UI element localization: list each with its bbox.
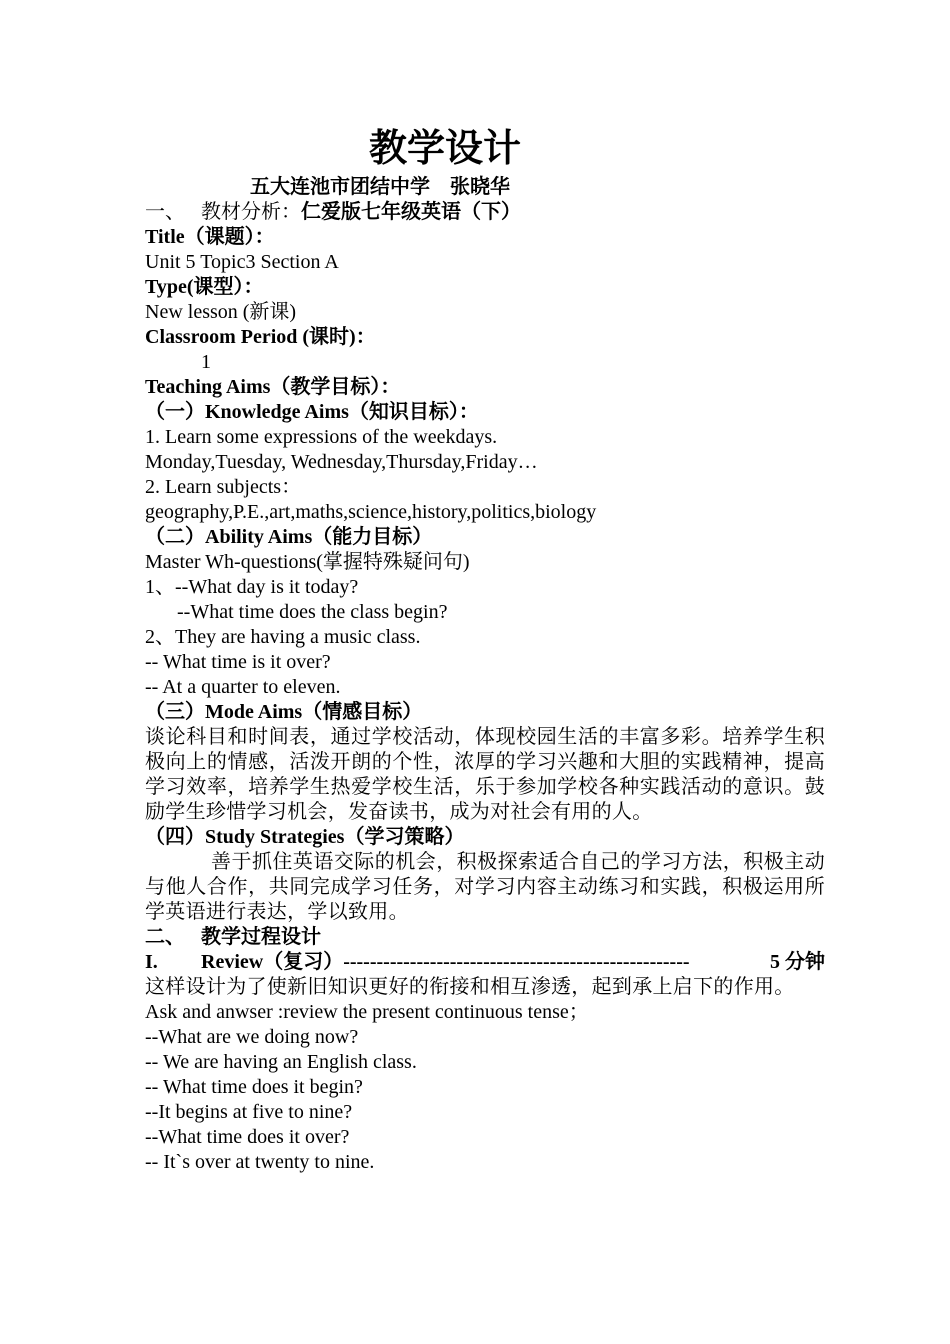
ability-line-3: --What time does the class begin? <box>177 601 448 623</box>
section1-textbook: 仁爱版七年级英语（下） <box>301 201 521 223</box>
ability-line-2: 1、--What day is it today? <box>145 576 359 598</box>
review-line-2: --What are we doing now? <box>145 1026 359 1048</box>
review-number: I. <box>145 951 158 973</box>
section2-label: 教学过程设计 <box>201 926 321 948</box>
title-label: Title（课题）： <box>145 226 275 248</box>
mode-aims-paragraph: 谈论科目和时间表，通过学校活动，体现校园生活的丰富多彩。培养学生积极向上的情感，活泼开朗的个性，浓厚的学习兴趣和大胆的实践精神，提高学习效率，培养学生热爱学校生活，乐于参加学校各种实践活动的意识。鼓励学生珍惜学习机会，发奋读书，成为对社会有用的人。 <box>145 726 825 823</box>
author-line: 五大连池市团结中学 张晓华 <box>250 176 510 198</box>
period-label: Classroom Period (课时)： <box>145 326 376 348</box>
review-label: Review（复习） <box>201 951 344 973</box>
knowledge-line-2: Monday,Tuesday, Wednesday,Thursday,Friday… <box>145 451 538 473</box>
title-value: Unit 5 Topic3 Section A <box>145 251 339 273</box>
section1-number: 一、 <box>145 201 185 223</box>
section1-label: 教材分析： <box>201 201 301 223</box>
review-dashes: ---------------------------------------------------- <box>343 951 690 973</box>
section2-number: 二、 <box>145 926 185 948</box>
type-label: Type(课型）： <box>145 276 264 298</box>
knowledge-line-4: geography,P.E.,art,maths,science,history,politics,biology <box>145 501 597 523</box>
review-line-5: --It begins at five to nine? <box>145 1101 353 1123</box>
review-line-4: -- What time does it begin? <box>145 1076 363 1098</box>
ability-line-1: Master Wh-questions(掌握特殊疑问句) <box>145 551 470 573</box>
document-title: 教学设计 <box>368 128 521 170</box>
type-value: New lesson (新课) <box>145 301 297 323</box>
ability-line-5: -- What time is it over? <box>145 651 331 673</box>
teaching-aims-label: Teaching Aims（教学目标）： <box>145 376 401 398</box>
review-line-7: -- It`s over at twenty to nine. <box>145 1151 375 1173</box>
ability-aims-heading: （二）Ability Aims（能力目标） <box>145 526 433 548</box>
knowledge-line-3: 2. Learn subjects： <box>145 476 302 498</box>
section2-heading <box>145 925 825 950</box>
knowledge-line-1: 1. Learn some expressions of the weekdays. <box>145 426 498 448</box>
document-page <box>145 123 825 1175</box>
section1-heading <box>145 200 825 225</box>
period-value: 1 <box>201 351 211 373</box>
review-line-6: --What time does it over? <box>145 1126 350 1148</box>
study-strategies-heading: （四）Study Strategies（学习策略） <box>145 826 465 848</box>
review-line-3: -- We are having an English class. <box>145 1051 417 1073</box>
review-time: 5 分钟 <box>770 951 825 973</box>
review-heading <box>145 950 825 975</box>
review-paragraph: 这样设计为了使新旧知识更好的衔接和相互渗透，起到承上启下的作用。 <box>145 976 795 998</box>
ability-line-6: -- At a quarter to eleven. <box>145 676 341 698</box>
mode-aims-heading: （三）Mode Aims（情感目标） <box>145 701 423 723</box>
knowledge-aims-heading: （一）Knowledge Aims（知识目标）： <box>145 401 479 423</box>
review-line-1: Ask and anwser :review the present continuous tense； <box>145 1001 589 1023</box>
study-strategies-paragraph: 善于抓住英语交际的机会，积极探索适合自己的学习方法，积极主动与他人合作，共同完成学习任务，对学习内容主动练习和实践，积极运用所学英语进行表达，学以致用。 <box>145 851 825 923</box>
ability-line-4: 2、They are having a music class. <box>145 626 421 648</box>
